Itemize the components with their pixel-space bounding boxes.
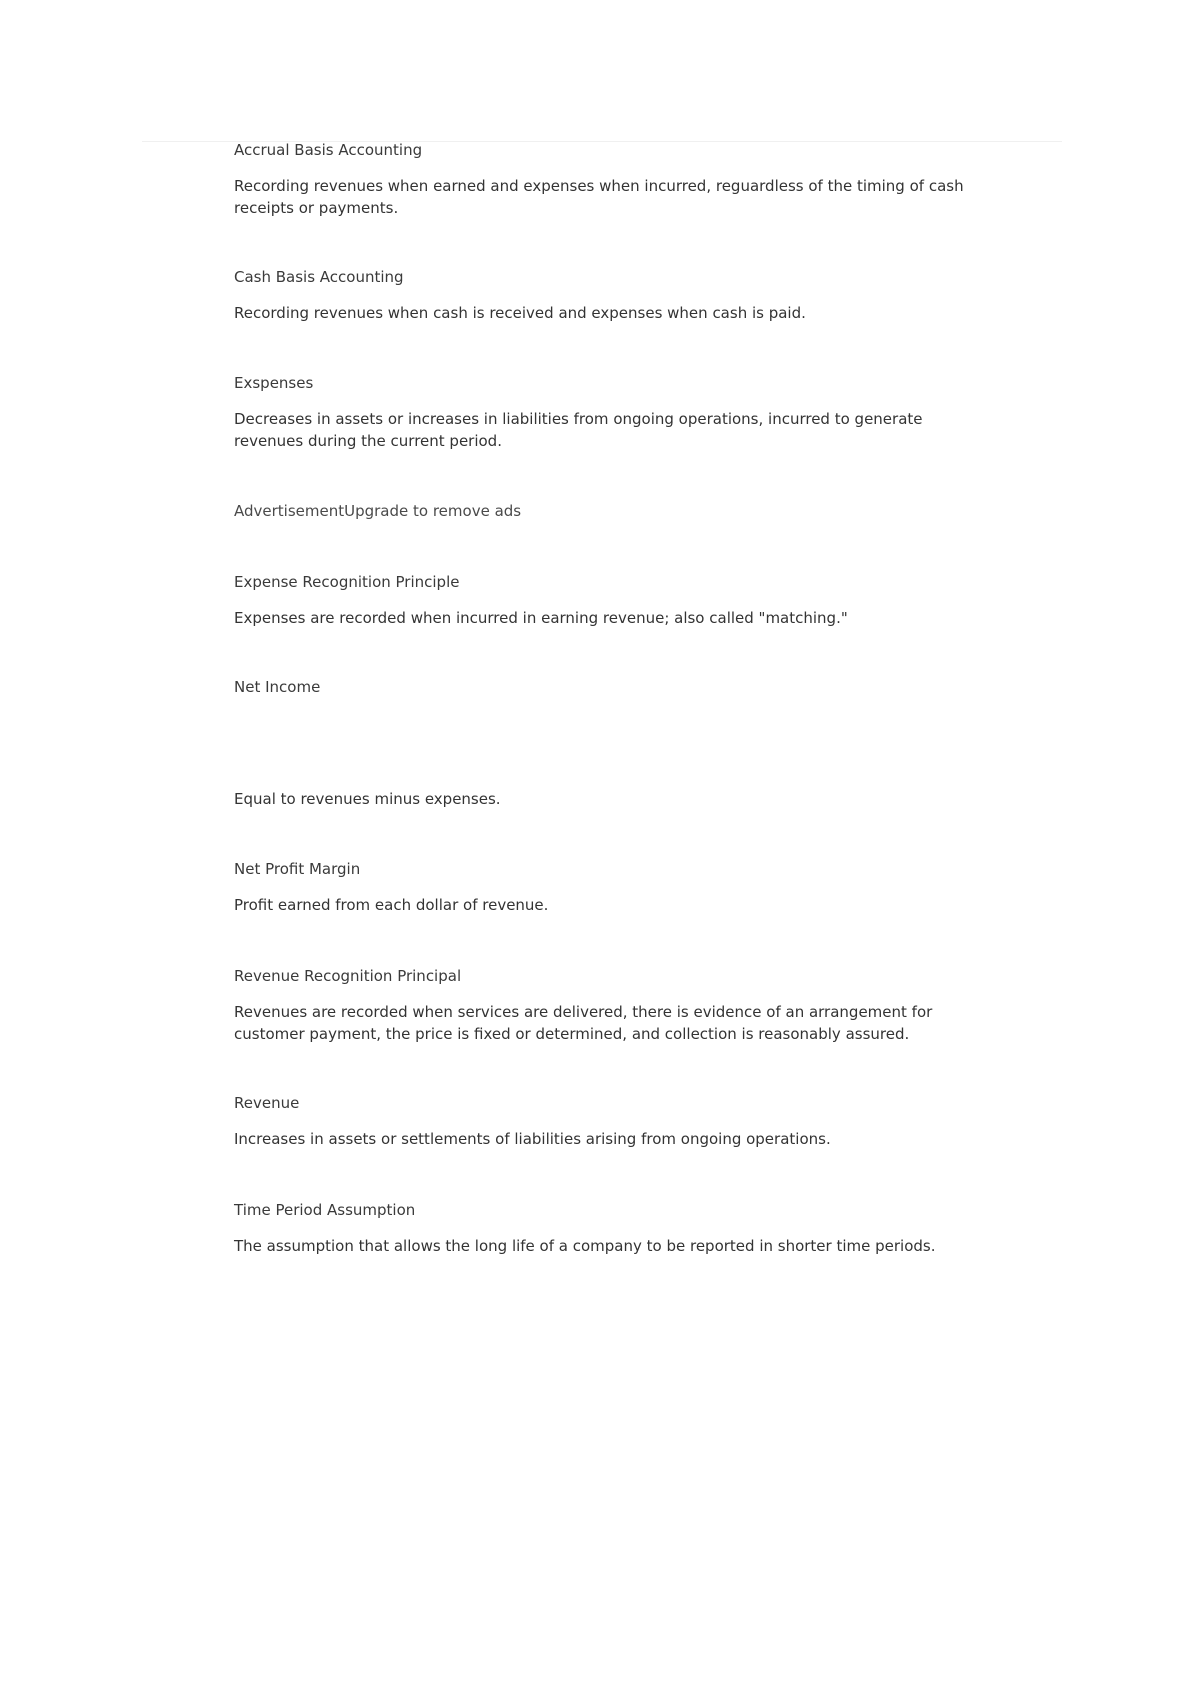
advertisement-text: AdvertisementUpgrade to remove ads xyxy=(234,502,522,520)
card-term: Exspenses xyxy=(234,374,314,392)
card-definition: Recording revenues when cash is received and expenses when cash is paid. xyxy=(234,304,806,322)
flashcard-revenue xyxy=(234,1094,994,1150)
card-term: Accrual Basis Accounting xyxy=(234,141,423,159)
card-definition: Recording revenues when earned and expenses when incurred, reguardless of the timing of cash receipts or payments. xyxy=(234,177,964,217)
flashcard-net-profit-margin xyxy=(234,860,994,916)
card-term: Net Income xyxy=(234,678,321,696)
card-term: Revenue Recognition Principal xyxy=(234,967,462,985)
card-term: Time Period Assumption xyxy=(234,1201,416,1219)
flashcard-net-income xyxy=(234,678,994,810)
flashcard-exspenses xyxy=(234,374,994,452)
card-term: Net Profit Margin xyxy=(234,860,361,878)
flashcard-accrual-basis xyxy=(234,141,994,219)
card-definition: Increases in assets or settlements of liabilities arising from ongoing operations. xyxy=(234,1130,831,1148)
flashcard-cash-basis xyxy=(234,268,994,324)
flashcard-revenue-recognition xyxy=(234,967,994,1045)
card-definition: Decreases in assets or increases in liabilities from ongoing operations, incurred to generate revenues during the current period. xyxy=(234,410,923,450)
card-definition: Revenues are recorded when services are delivered, there is evidence of an arrangement for customer payment, the price is fixed or determined, and collection is reasonably assured. xyxy=(234,1003,933,1043)
card-term: Revenue xyxy=(234,1094,300,1112)
flashcard-expense-recognition xyxy=(234,573,994,629)
card-definition: Expenses are recorded when incurred in earning revenue; also called "matching." xyxy=(234,609,848,627)
card-term: Expense Recognition Principle xyxy=(234,573,460,591)
card-term: Cash Basis Accounting xyxy=(234,268,404,286)
flashcard-time-period xyxy=(234,1201,994,1257)
card-definition: Equal to revenues minus expenses. xyxy=(234,790,501,808)
card-definition: Profit earned from each dollar of revenue. xyxy=(234,896,549,914)
card-definition: The assumption that allows the long life of a company to be reported in shorter time periods. xyxy=(234,1237,936,1255)
